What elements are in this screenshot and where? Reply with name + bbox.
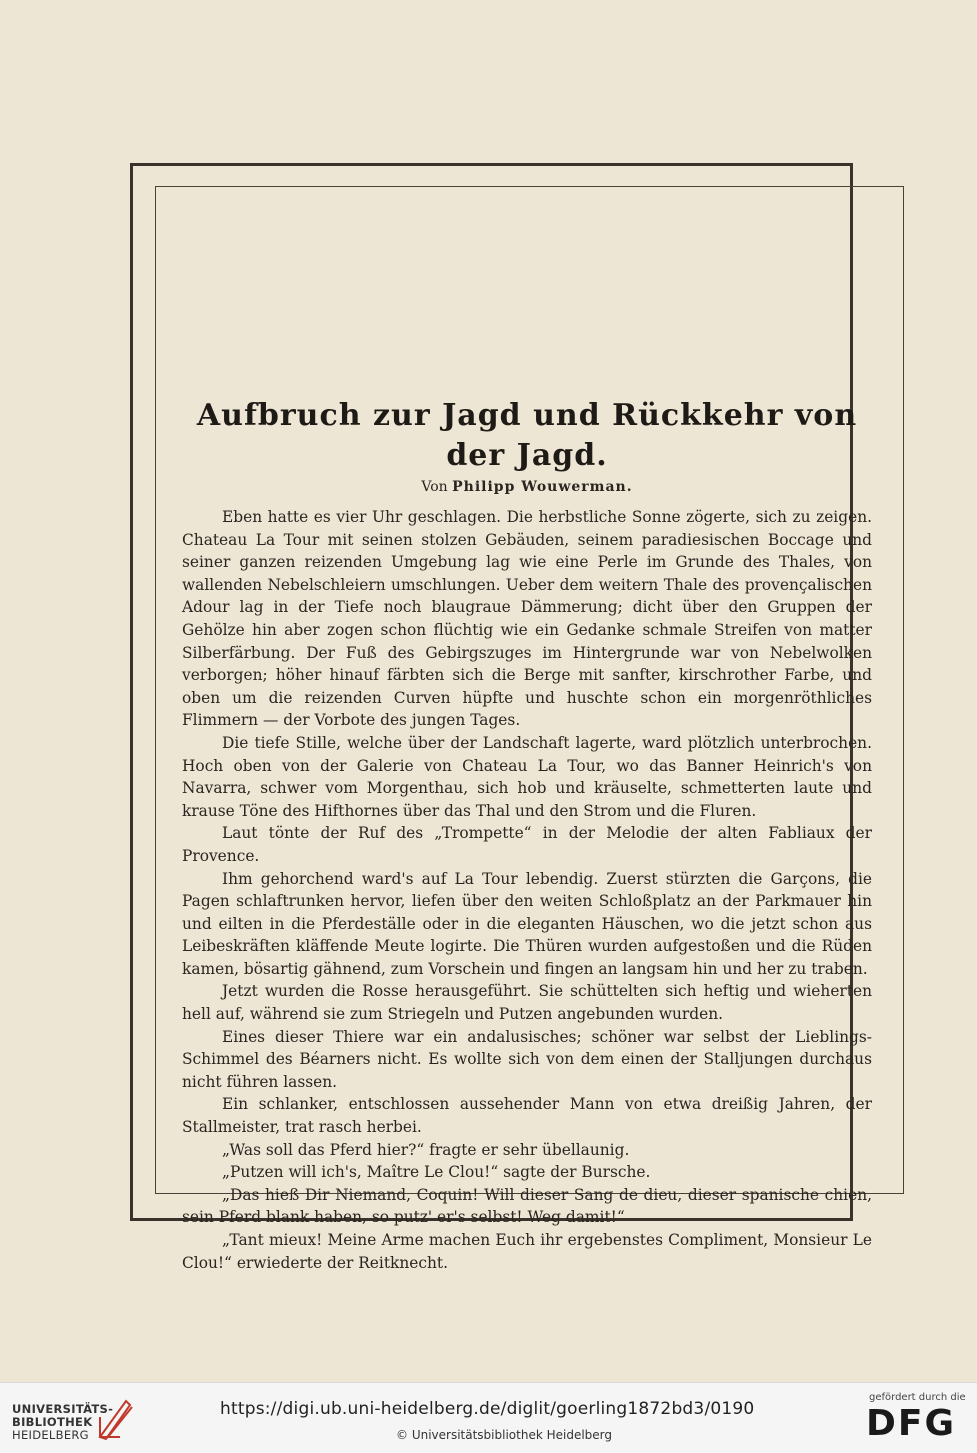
paragraph: Die tiefe Stille, welche über der Landschaft lagerte, ward plötzlich unterbrochen. Hoch oben von der Galerie von Chateau La Tour, wo das Banner Heinrich's von Navarra, schwer vom Morgenthau, sich hob und kräuselte, schmetterten laute und krause Töne des Hifthornes über das Thal und den Strom und die Fluren. — [182, 733, 872, 820]
article-body — [182, 396, 872, 1274]
paragraph: Eines dieser Thiere war ein andalusisches; schöner war selbst der Lieblings-Schimmel des Béarners nicht. Es wollte sich von dem einen der Stalljungen durchaus nicht führen lassen. — [182, 1027, 872, 1091]
dfg-logo: DFG — [866, 1403, 957, 1444]
paragraph: Laut tönte der Ruf des „Trompette“ in der Melodie der alten Fabliaux der Provence. — [182, 824, 872, 865]
viewer-footer — [0, 1382, 977, 1453]
paragraph: Jetzt wurden die Rosse herausgeführt. Sie schüttelten sich heftig und wieherten hell auf, während sie zum Striegeln und Putzen angebunden wurden. — [182, 982, 872, 1024]
library-logo-icon — [96, 1397, 136, 1441]
paragraph: Ein schlanker, entschlossen aussehender Mann von etwa dreißig Jahren, der Stallmeister, trat rasch herbei. — [182, 1095, 872, 1137]
paragraph: „Das hieß Dir Niemand, Coquin! Will dieser Sang de dieu, dieser spanische chien, sein Pferd blank haben, so putz' er's selbst! Weg damit!“ — [182, 1185, 872, 1227]
funding-note: gefördert durch die — [869, 1392, 966, 1403]
paragraph: „Tant mieux! Meine Arme machen Euch ihr ergebenstes Compliment, Monsieur Le Clou!“ erwiederte der Reitknecht. — [182, 1231, 872, 1272]
library-name-line: HEIDELBERG — [12, 1428, 89, 1442]
permalink-url[interactable]: https://digi.ub.uni-heidelberg.de/diglit/goerling1872bd3/0190 — [220, 1399, 755, 1419]
article-byline — [182, 478, 872, 496]
paragraph: „Putzen will ich's, Maître Le Clou!“ sagte der Bursche. — [222, 1163, 651, 1182]
paragraph: „Was soll das Pferd hier?“ fragte er sehr übellaunig. — [222, 1140, 630, 1159]
library-name-line: BIBLIOTHEK — [12, 1415, 93, 1429]
paragraph: Eben hatte es vier Uhr geschlagen. Die herbstliche Sonne zögerte, sich zu zeigen. Chateau La Tour mit seinen stolzen Gebäuden, seinem paradiesischen Boccage und seiner ganzen reizenden Umgebung lag wie eine Perle im Grunde des Thales, von wallenden Nebelschleiern umschlungen. Ueber dem weitern Thale des provençalischen Adour lag in der Tiefe noch blaugraue Dämmerung; dicht über den Gruppen der Gehölze hin aber zogen schon flüchtig wie ein Gedanke schmale Streifen von matter Silberfärbung. Der Fuß des Gebirgszuges im Hintergrunde war von Nebelwolken verborgen; höher hinauf färbten sich die Berge mit sanfter, kirschrother Farbe, und oben um die reizenden Curven hüpfte und huschte schon ein morgenröthliches Flimmern — der Vorbote des jungen Tages. — [182, 508, 872, 730]
article-title: Aufbruch zur Jagd und Rückkehr von der Jagd. — [196, 398, 858, 473]
byline-author: Philipp Wouwerman. — [452, 479, 633, 495]
copyright-notice: © Universitätsbibliothek Heidelberg — [396, 1428, 613, 1442]
library-name-line: UNIVERSITÄTS- — [12, 1402, 114, 1416]
byline-prefix: Von — [421, 479, 448, 495]
paragraph: Ihm gehorchend ward's auf La Tour lebendig. Zuerst stürzten die Garçons, die Pagen schlaftrunken hervor, liefen über den weiten Schloßplatz an der Parkmauer hin und eilten in die Pferdeställe oder in die eleganten Häuschen, wo die jetzt schon aus Leibeskräften kläffende Meute logirte. Die Thüren wurden aufgestoßen und die Rüden kamen, bösartig gähnend, zum Vorschein und fingen an langsam hin und her zu traben. — [182, 869, 872, 978]
